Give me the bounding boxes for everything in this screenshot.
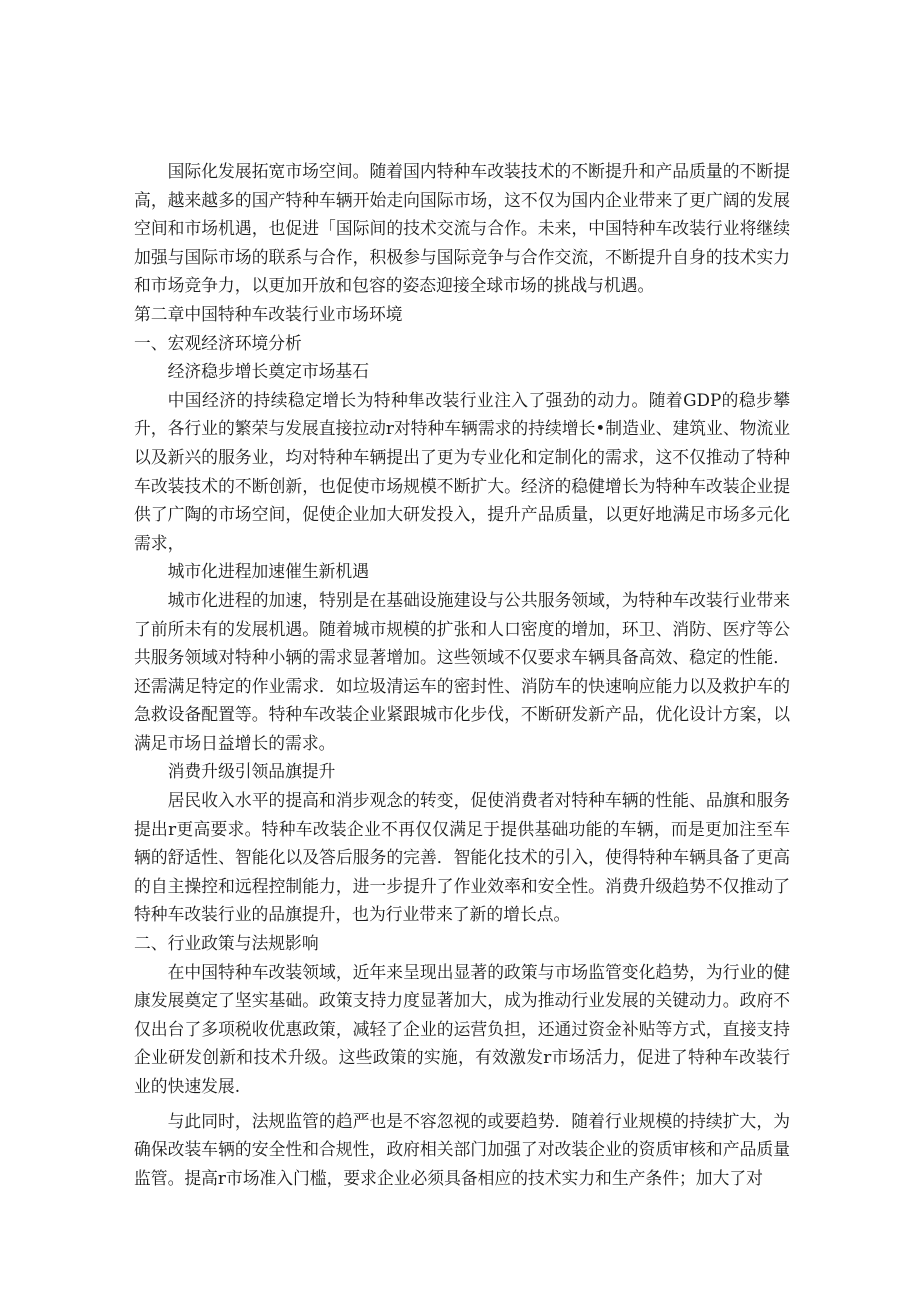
paragraph-urbanization: 城市化进程的加速，特别是在基础设施建设与公共服务领域，为特种车改装行业带来了前所未有的发展机遇。随着城市规模的扩张和人口密度的增加，环卫、消防、医疗等公共服务领域对特种小辆的需求显著增加。这些领域不仅要求车辆具备高效、稳定的性能．还需满足特定的作业需求．如垃圾清运车的密封性、消防车的快速响应能力以及救护车的急救设备配置等。特种车改装企业紧跟城市化步伐，不断研发新产品，优化设计方案，以满足市场日益增长的需求。: [134, 589, 790, 753]
paragraph-regulation: 与此同时，法规监管的趋严也是不容忽视的或要趋势．随着行业规模的持续扩大，为确保改装车辆的安全性和合规性，政府相关部门加强了对改装企业的资质审核和产品质量监管。提高r市场准入门槛，要求企业必须具备相应的技术实力和生产条件；加大了对: [134, 1110, 790, 1188]
section-heading-macro-economy: 一、宏观经济环境分析: [134, 332, 302, 353]
document-body: [134, 157, 790, 1192]
paragraph-policy-support: 在中国特种车改装领域，近年来呈现出显著的政策与市场监管变化趋势，为行业的健康发展奠定了坚实基础。政策支持力度显著加大，成为推动行业发展的关键动力。政府不仅出台了多项税收优惠政策，减轻了企业的运营负担，还通过资金补贴等方式，直接支持企业研发创新和技术升级。这些政策的实施，有效激发r市场活力，促进了特种车改装行业的快速发展.: [134, 961, 790, 1096]
subheading-consumption-upgrade: 消费升级引领品旗提升: [167, 761, 336, 782]
chapter-heading: 第二章中国特种车改装行业市场环境: [134, 303, 403, 324]
paragraph-internationalization: 国际化发展拓宽市场空间。随着国内特种车改装技术的不断提升和产品质量的不断提高，越来越多的国产特种车辆开始走向国际市场，这不仅为国内企业带来了更广阔的发展空间和市场机遇，也促进「国际间的技术交流与合作。未来，中国特种车改装行业将继续加强与国际市场的联系与合作，积极参与国际竞争与合作交流，不断提升自身的技术实力和市场竞争力，以更加开放和包容的姿态迎接全球市场的挑战与机遇。: [134, 161, 790, 296]
paragraph-consumption-upgrade: 居民收入水平的提高和消步观念的转变，促使消费者对特种车辆的性能、品旗和服务提出r更高要求。特种车改装企业不再仅仅满足于提供基础功能的车辆，而是更加注至车辆的舒适性、智能化以及答后服务的完善．智能化技术的引入，使得特种车辆具备了更高的自主操控和远程控制能力，进一步提升了作业效率和安全性。消费升级趋势不仅推动了特种车改装行业的品旗提升，也为行业带来了新的增长点。: [134, 790, 790, 925]
paragraph-economic-growth: 中国经济的持续稳定增长为特种隼改装行业注入了强劲的动力。随着GDP的稳步攀升，各行业的繁荣与发展直接拉动r对特种车辆需求的持续增长•制造业、建筑业、物流业以及新兴的服务业，均对特种车辆提出了更为专业化和定制化的需求，这不仅推动了特种车改装技术的不断创新，也促使市场规模不断扩大。经济的稳健增长为特种车改装企业提供了广陶的市场空间，促使企业加大研发投入，提升产品质量，以更好地满足市场多元化需求，: [134, 389, 790, 553]
subheading-economic-growth: 经济稳步增长奠定市场基石: [167, 361, 369, 382]
subheading-urbanization: 城市化进程加速催生新机遇: [167, 561, 369, 582]
section-heading-policy: 二、行业政策与法规影响: [134, 933, 319, 954]
